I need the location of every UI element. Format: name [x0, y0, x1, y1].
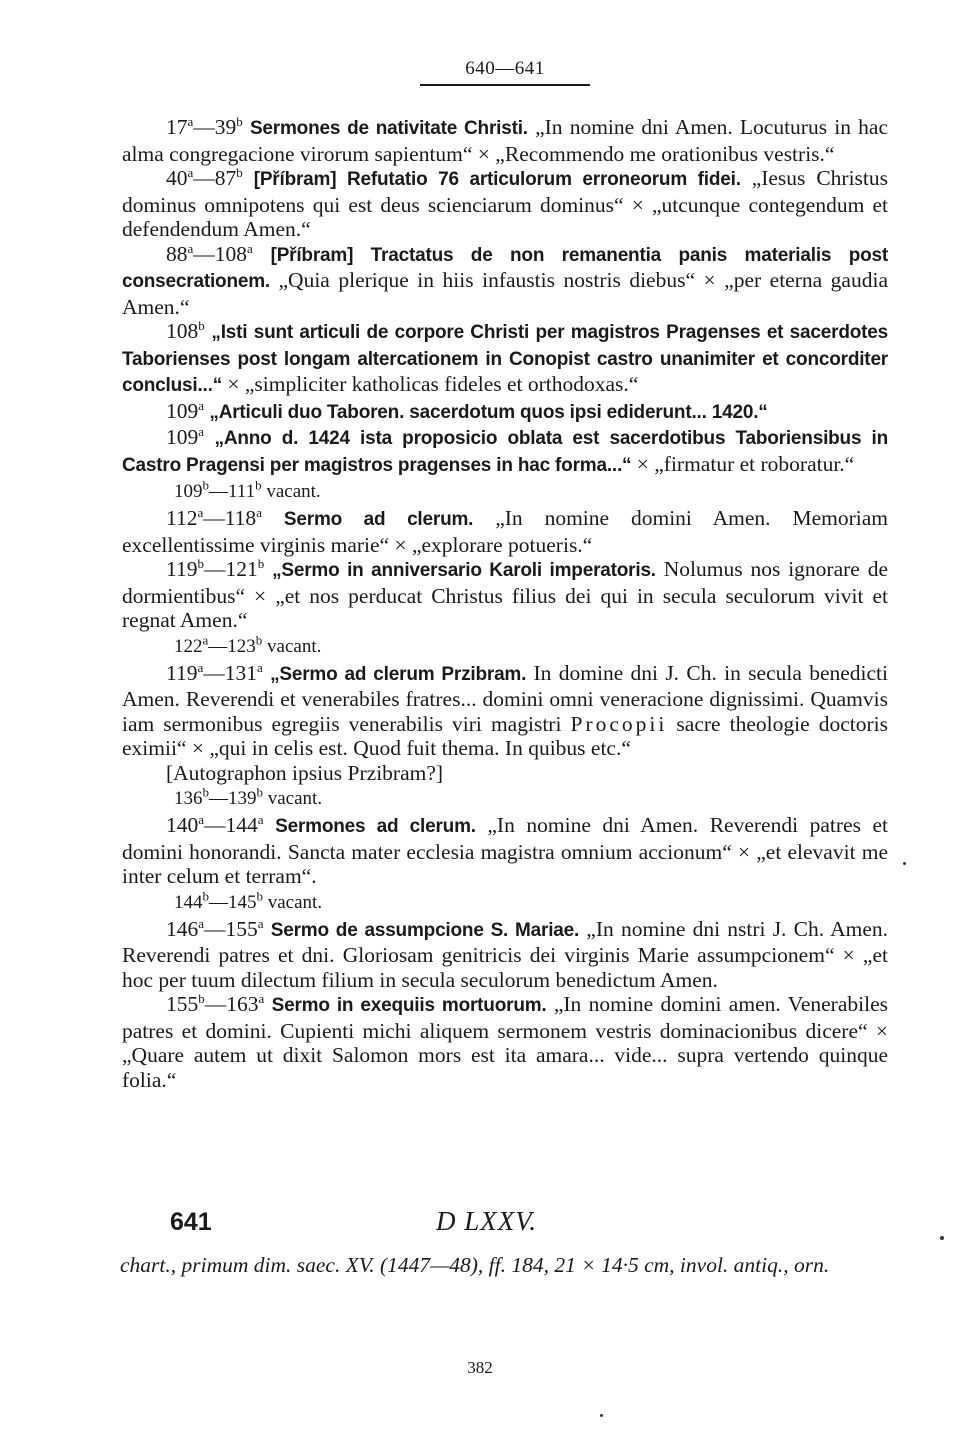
- entry-11: 146$^a$—155$^a$ Sermo de assumpcione S. Mariae. „In nomine dni nstri J. Ch. Amen. Reverendi patres et dni. Gloriosam genitricis dei virginis Marie assumpcionem“ × „et hoc per tuum dilectum filium in secula seculorum benedictum Amen.: [122, 915, 889, 992]
- folio-end: —87: [193, 166, 237, 190]
- entry-text: × „simpliciter katholicas fideles et orthodoxas.“: [222, 372, 639, 396]
- folio-end: —39: [193, 115, 237, 139]
- entry-2: 40$^a$—87$^b$ [Příbram] Refutatio 76 articulorum erroneorum fidei. „Iesus Christus dominus omnipotens qui est deus scienciarum dominus“ × „utcunque contegendum et defendendum Amen.“: [122, 164, 889, 241]
- entry-6: 109$^a$ „Anno d. 1424 ista proposicio oblata est sacerdotibus Taboriensibus in Castro Pragensi per magistros pragenses in hac forma...“ × „firmatur et roboratur.“: [122, 423, 889, 476]
- folio-start: 140: [166, 813, 199, 837]
- vacant-folios-3: 136$^b$—139$^b$ vacant.: [174, 784, 323, 809]
- entry-9: 119$^a$—131$^a$ „Sermo ad clerum Przibram. In domine dni J. Ch. in secula benedicti Amen. Reverendi et venerabiles fratres... domini omni veneracione dignissimi. Quamvis iam sermonibus egregiis venerabilis viri magistri Procopii sacre theologie doctoris eximii“ × „qui in celis est. Quod fuit thema. In quibus etc.“: [122, 659, 888, 760]
- entry-title: Sermo in exequiis mortuorum.: [271, 995, 547, 1016]
- folio-end: —144: [204, 813, 258, 837]
- entry-title: „Anno d. 1424 ista proposicio oblata est sacerdotibus Taboriensibus in Castro Pragensi per magistros pragenses in hac forma...“: [122, 428, 889, 476]
- entry-title: „Articuli duo Taboren. sacerdotum quos ipsi ediderunt... 1420.“: [209, 401, 768, 423]
- next-entry-number: 641: [170, 1208, 212, 1236]
- entry-10: 140$^a$—144$^a$ Sermones ad clerum. „In nomine dni Amen. Reverendi patres et domini honorandi. Sancta mater ecclesia magistra omnium accionum“ × „et elevavit me inter celum et terram“.: [122, 811, 888, 888]
- entry-8: 119$^b$—121$^b$ „Sermo in anniversario Karoli imperatoris. Nolumus nos ignorare de dormientibus“ × „et nos perducat Christus filius dei qui in secula seculorum vivit et regnat Amen.“: [122, 555, 888, 632]
- entry-title: [Příbram] Refutatio 76 articulorum erroneorum fidei.: [253, 169, 741, 190]
- folio-start: 119: [166, 660, 198, 685]
- folio-start: 17: [166, 115, 188, 139]
- entry-title: Sermo de assumpcione S. Mariae.: [270, 919, 580, 941]
- margin-speck: [903, 862, 906, 865]
- entries-list: [122, 115, 888, 1092]
- folio-end: —163: [204, 992, 259, 1016]
- folio-end: —155: [204, 916, 258, 941]
- entry-text: „Quia plerique in hiis infaustis nostris diebus“ × „per eterna gaudia Amen.“: [122, 268, 888, 319]
- folio-start: 109: [166, 398, 199, 423]
- entry-12: 155$^b$—163$^a$ Sermo in exequiis mortuorum. „In nomine domini amen. Venerabiles patres et domini. Cupienti michi aliquem sermonem vestris dominacionibus dicere“ × „Quare autem ut dixit Salomon mors est ita amara... vide... supra vertendo quinque folia.“: [122, 990, 888, 1092]
- folio-start: 112: [166, 506, 198, 530]
- entry-4: 108$^b$ „Isti sunt articuli de corpore Christi per magistros Pragenses et sacerdotes Taborienses post longam altercationem in Conopist castro unanimiter et concorditer conclusi...“ × „simpliciter katholicas fideles et orthodoxas.“: [122, 317, 889, 396]
- folio-start: 146: [166, 916, 199, 941]
- folio-end: —118: [203, 506, 257, 530]
- folio-start: 108: [166, 319, 199, 343]
- entry-text: Nolumus nos ignorare de dormientibus“ × „et nos perducat Christus filius dei qui in secula seculorum vivit et regnat Amen.“: [122, 557, 888, 632]
- page-number: 382: [467, 1358, 493, 1377]
- folio-start: 109: [166, 425, 199, 449]
- margin-speck: [600, 1414, 603, 1417]
- editorial-note: [Autographon ipsius Przibram?]: [166, 760, 444, 785]
- entry-title: „Isti sunt articuli de corpore Christi per magistros Pragenses et sacerdotes Taborienses post longam altercationem in Conopist castro unanimiter et concorditer conclusi...“: [122, 322, 889, 396]
- vacant-folios-1: 109$^b$—111$^b$ vacant.: [174, 477, 321, 502]
- entry-text: „In nomine dni Amen. Locuturus in hac alma congregacione virorum sapientum“ × „Recommendo me orationibus vestris.“: [122, 115, 888, 166]
- entry-title: Sermo ad clerum.: [283, 509, 474, 530]
- folio-start: 88: [166, 241, 188, 266]
- entry-title: [Příbram] Tractatus de non remanentia panis materialis post consecrationem.: [122, 244, 889, 292]
- entry-1: 17$^a$—39$^b$ Sermones de nativitate Christi. „In nomine dni Amen. Locuturus in hac alma congregacione virorum sapientum“ × „Recommendo me orationibus vestris.“: [122, 113, 888, 166]
- entry-text: „In nomine dni Amen. Reverendi patres et domini honorandi. Sancta mater ecclesia magistra omnium accionum“ × „et elevavit me inter celum et terram“.: [122, 813, 888, 888]
- entry-text: „Iesus Christus dominus omnipotens qui est deus scienciarum dominus“ × „utcunque contegendum et defendendum Amen.“: [122, 166, 889, 241]
- entry-title: „Sermo in anniversario Karoli imperatoris.: [272, 560, 656, 581]
- folio-start: 40: [166, 166, 188, 190]
- entry-title: Sermones de nativitate Christi.: [249, 118, 528, 139]
- entry-text: „In nomine dni nstri J. Ch. Amen. Reverendi patres et dni. Gloriosam genitricis dei virginis Marie assumpcionem“ × „et hoc per tuum dilectum filium in secula seculorum benedictum Amen.: [122, 916, 889, 992]
- vacant-folios-2: 122$^a$—123$^b$ vacant.: [174, 632, 322, 657]
- entry-text-continued: sacre theologie doctoris eximii“ × „qui in celis est. Quod fuit thema. In quibus etc.“: [122, 711, 888, 760]
- entry-5: 109$^a$ „Articuli duo Taboren. sacerdotum quos ipsi ediderunt... 1420.“: [166, 397, 768, 423]
- entry-text: In domine dni J. Ch. in secula benedicti Amen. Reverendi et venerabiles fratres... domini omni veneracione dignissimi. Quamvis iam sermonibus egregiis venerabilis viri magistri: [122, 660, 888, 736]
- folio-end: —121: [203, 557, 258, 581]
- entry-title: Sermones ad clerum.: [275, 816, 476, 837]
- entry-title: „Sermo ad clerum Przibram.: [270, 663, 527, 685]
- folio-end: —131: [203, 660, 257, 685]
- manuscript-description: chart., primum dim. saec. XV. (1447—48), ff. 184, 21 × 14·5 cm, invol. antiq., orn.: [120, 1253, 830, 1277]
- header-rule: [420, 84, 590, 86]
- entry-text: „In nomine domini Amen. Memoriam excellentissime virginis marie“ × „explorare potueris.“: [122, 506, 889, 557]
- margin-speck: [940, 1236, 944, 1240]
- entry-text: „In nomine domini amen. Venerabiles patres et domini. Cupienti michi aliquem sermonem vestris dominacionibus dicere“ × „Quare autem ut dixit Salomon mors est ita amara... vide... supra vertendo quinque folia.“: [122, 992, 888, 1092]
- page-header-range: 640—641: [465, 58, 545, 79]
- entry-3: 88$^a$—108$^a$ [Příbram] Tractatus de non remanentia panis materialis post consecrationem. „Quia plerique in hiis infaustis nostris diebus“ × „per eterna gaudia Amen.“: [122, 240, 889, 319]
- next-entry-shelfmark: D LXXV.: [436, 1206, 538, 1236]
- folio-start: 119: [166, 557, 198, 581]
- vacant-folios-4: 144$^b$—145$^b$ vacant.: [174, 888, 323, 913]
- entry-7: 112$^a$—118$^a$ Sermo ad clerum. „In nomine domini Amen. Memoriam excellentissime virginis marie“ × „explorare potueris.“: [122, 504, 889, 557]
- folio-start: 155: [166, 992, 199, 1016]
- entry-text: × „firmatur et roboratur.“: [631, 451, 855, 476]
- spaced-name: Procopii: [570, 711, 668, 736]
- folio-end: —108: [193, 241, 248, 266]
